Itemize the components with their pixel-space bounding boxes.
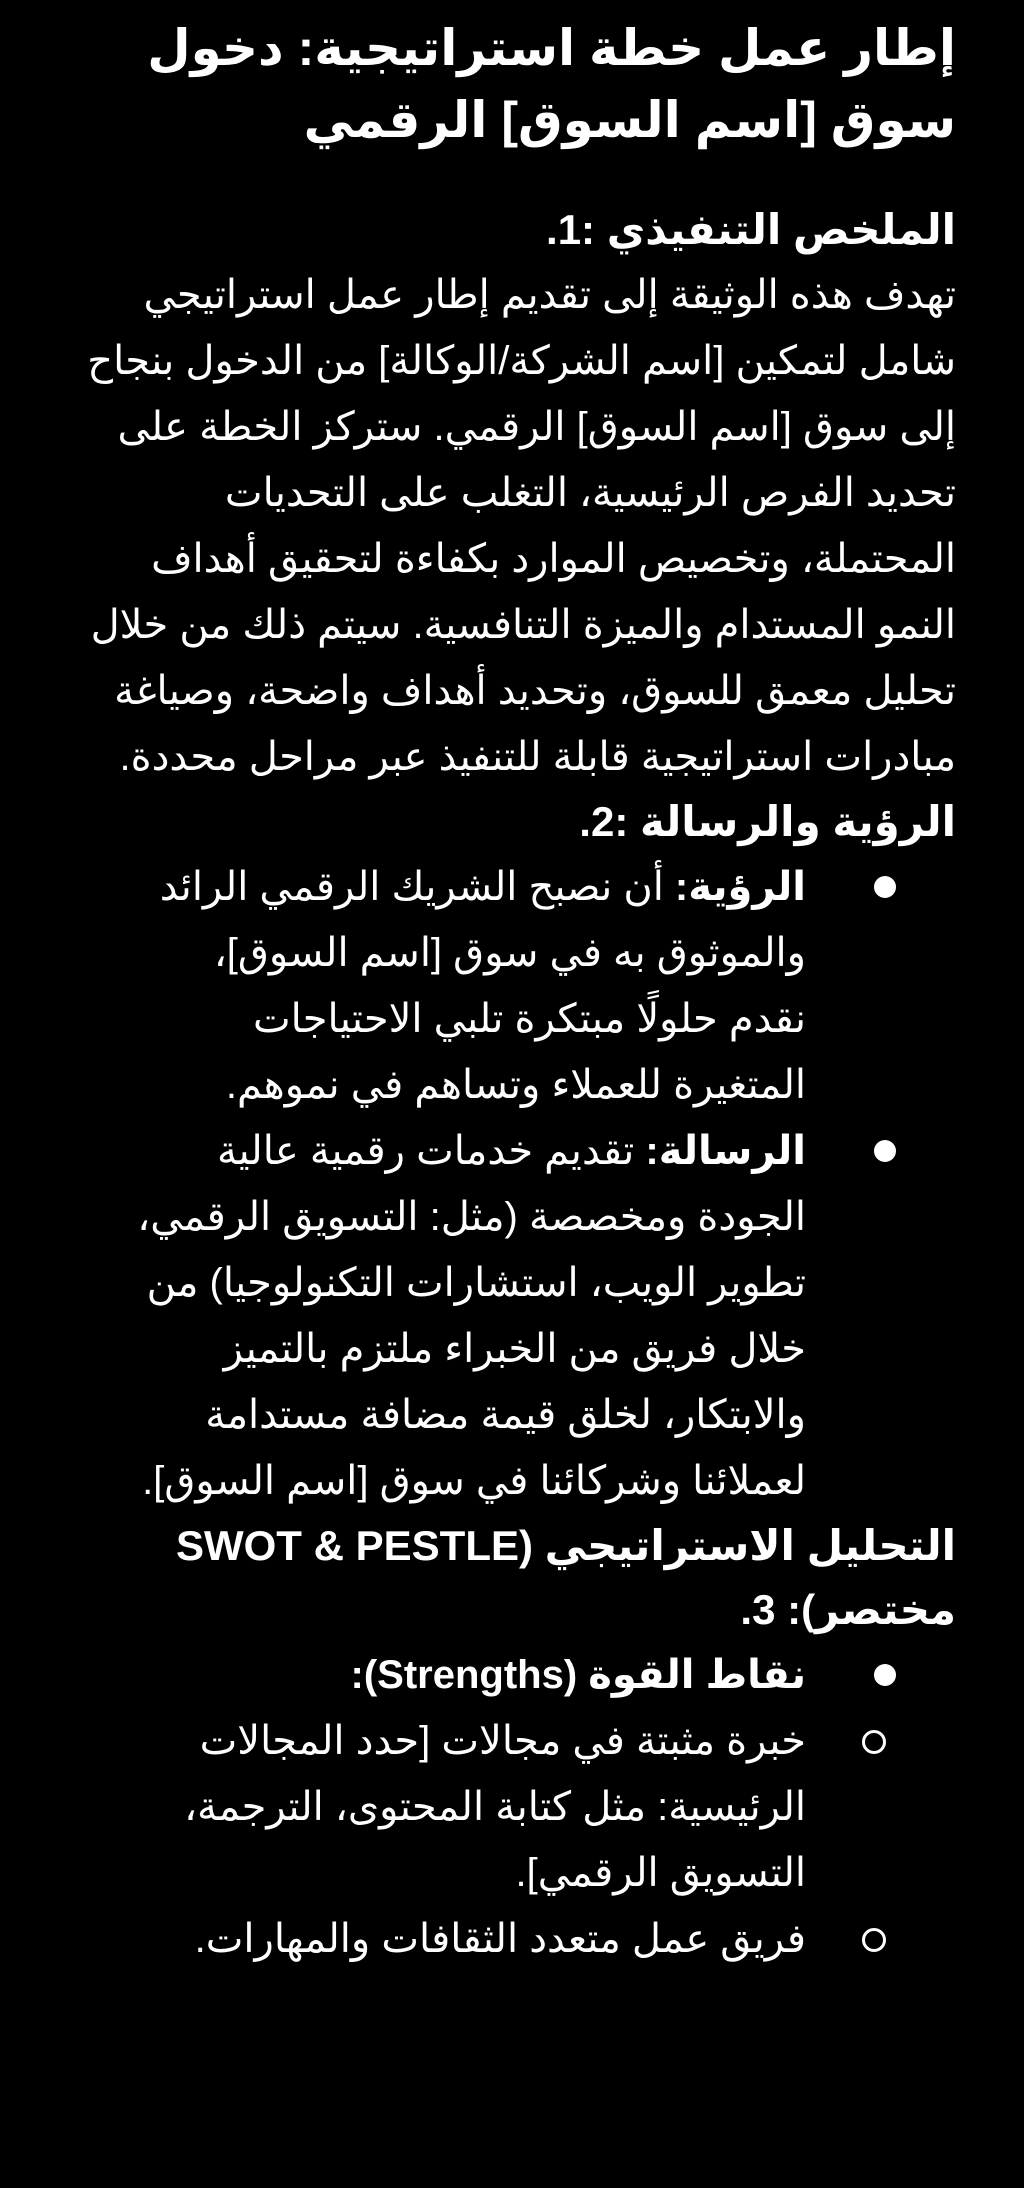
vision-text: أن نصبح الشريك الرقمي الرائد والموثوق به في سوق [اسم السوق]، نقدم حلولًا مبتكرة تلبي الاحتياجات المتغيرة للعملاء وتساهم في نموهم. bbox=[159, 865, 806, 1107]
bullet-icon bbox=[874, 1664, 896, 1686]
section-1-heading: الملخص التنفيذي :1. bbox=[546, 206, 956, 253]
mission-label: الرسالة: bbox=[645, 1129, 806, 1173]
section-2-heading: الرؤية والرسالة :2. bbox=[579, 798, 956, 845]
vision-item bbox=[68, 854, 956, 1118]
strength-text: خبرة مثبتة في مجالات [حدد المجالات الرئيسية: مثل كتابة المحتوى، الترجمة، التسويق الرقمي]. bbox=[184, 1719, 806, 1895]
vision-label: الرؤية: bbox=[674, 865, 806, 909]
document-title: إطار عمل خطة استراتيجية: دخول سوق [اسم السوق] الرقمي bbox=[147, 20, 956, 148]
strength-item bbox=[68, 1708, 956, 1906]
bullet-icon bbox=[874, 876, 896, 898]
hollow-bullet-icon bbox=[862, 1928, 886, 1952]
mission-text: تقديم خدمات رقمية عالية الجودة ومخصصة (مثل: التسويق الرقمي، تطوير الويب، استشارات التكنولوجيا) من خلال فريق من الخبراء ملتزم بالتميز والابتكار، لخلق قيمة مضافة مستدامة لعملائنا وشركائنا في سوق [اسم السوق]. bbox=[137, 1129, 806, 1503]
strengths-item bbox=[68, 1642, 956, 1972]
section-3-heading: التحليل الاستراتيجي (SWOT & PESTLE مختصر): 3. bbox=[175, 1522, 956, 1633]
strength-text: فريق عمل متعدد الثقافات والمهارات. bbox=[194, 1917, 806, 1961]
executive-summary-text: تهدف هذه الوثيقة إلى تقديم إطار عمل استراتيجي شامل لتمكين [اسم الشركة/الوكالة] من الدخول بنجاح إلى سوق [اسم السوق] الرقمي. ستركز الخطة على تحديد الفرص الرئيسية، التغلب على التحديات المحتملة، وتخصيص الموارد بكفاءة لتحقيق أهداف النمو المستدام والميزة التنافسية. سيتم ذلك من خلال تحليل معمق للسوق، وتحديد أهداف واضحة، وصياغة مبادرات استراتيجية قابلة للتنفيذ عبر مراحل محددة. bbox=[87, 273, 956, 779]
strengths-label: نقاط القوة (Strengths): bbox=[350, 1653, 806, 1697]
mission-item bbox=[68, 1118, 956, 1514]
bullet-icon bbox=[874, 1140, 896, 1162]
strengths-sublist bbox=[68, 1708, 956, 1972]
hollow-bullet-icon bbox=[862, 1730, 886, 1754]
strengths-head bbox=[68, 1642, 956, 1708]
swot-list bbox=[68, 1642, 956, 1972]
vision-mission-list bbox=[68, 854, 956, 1514]
strength-item bbox=[68, 1906, 956, 1972]
